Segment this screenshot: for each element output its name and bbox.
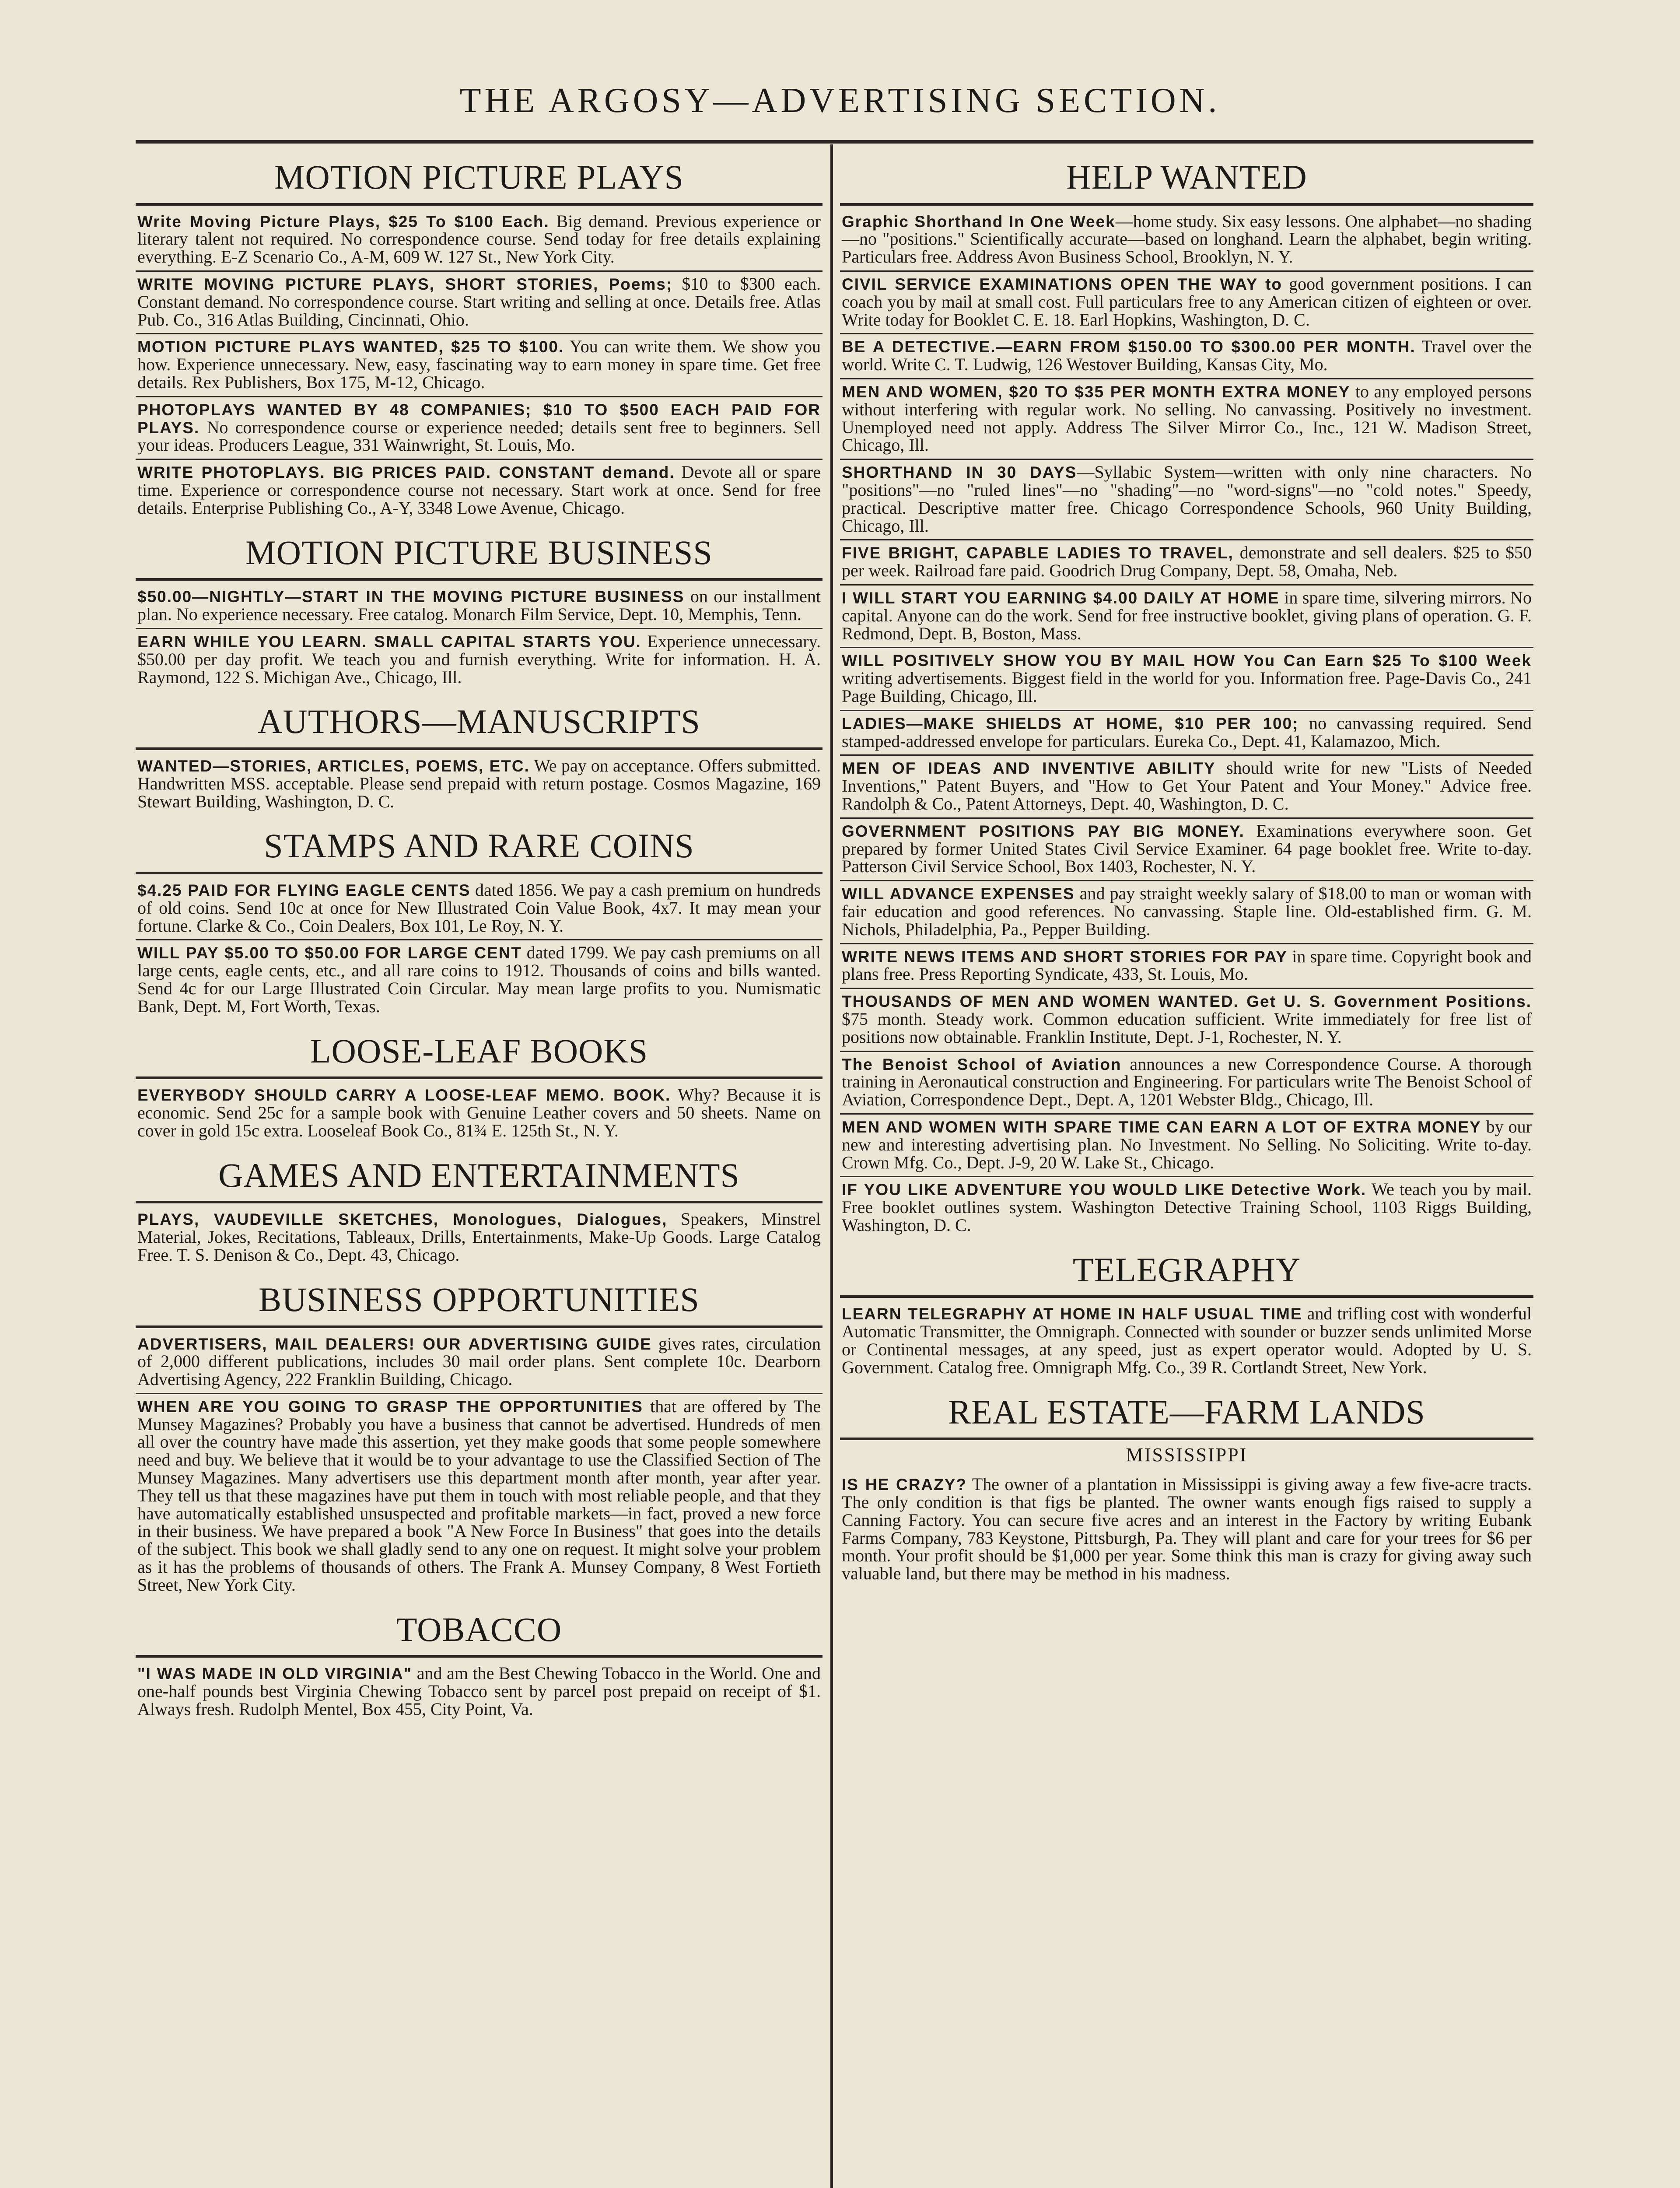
classified-ad: [136, 754, 822, 815]
ad-lead: EVERYBODY SHOULD CARRY A LOOSE-LEAF MEMO. BOOK.: [137, 1086, 671, 1105]
ad-lead: PLAYS, VAUDEVILLE SKETCHES, Monologues, Dialogues,: [137, 1210, 668, 1229]
ad-lead: EARN WHILE YOU LEARN. SMALL CAPITAL STARTS YOU.: [137, 632, 641, 651]
classified-ad: [136, 1207, 822, 1268]
ad-lead: I WILL START YOU EARNING $4.00 DAILY AT HOME: [842, 589, 1280, 607]
classified-ad: [840, 944, 1533, 989]
classified-ad: [136, 209, 822, 272]
ad-lead: SHORTHAND IN 30 DAYS: [842, 463, 1077, 482]
section-authors-manuscripts: [136, 702, 822, 815]
ad-lead: WHEN ARE YOU GOING TO GRASP THE OPPORTUNITIES: [137, 1397, 643, 1416]
classified-ad: [136, 460, 822, 521]
ad-text: announces a new Correspondence Course. A thorough training in Aeronautical construction and Engineering. For particulars write The Benoist School of Aviation, Correspondence Dept., Dept. A, 1201 Webster Bldg., Chicago, Ill.: [842, 1054, 1532, 1110]
section-motion-picture-plays: [136, 158, 822, 522]
classified-ad: [840, 1301, 1533, 1381]
section-title: TOBACCO: [136, 1610, 822, 1658]
classified-ad: [840, 711, 1533, 756]
ad-lead: BE A DETECTIVE.—EARN FROM $150.00 TO $300.00 PER MONTH.: [842, 338, 1416, 356]
ad-lead: THOUSANDS OF MEN AND WOMEN WANTED. Get U. S. Government Positions.: [842, 992, 1532, 1011]
ad-lead: "I WAS MADE IN OLD VIRGINIA": [137, 1665, 413, 1683]
ad-lead: WILL PAY $5.00 TO $50.00 FOR LARGE CENT: [137, 944, 522, 962]
ad-text: and trifling cost with wonderful Automatic Transmitter, the Omnigraph. Connected with sounder or buzzer sends unlimited Morse or Continental messages, at any speed, just as expert operator would. Adopted by U. S. Government. Catalog free. Omnigraph Mfg. Co., 39 R. Cortlandt Street, New York.: [842, 1304, 1532, 1377]
ad-lead: MEN OF IDEAS AND INVENTIVE ABILITY: [842, 759, 1216, 778]
ad-lead: WRITE MOVING PICTURE PLAYS, SHORT STORIES, Poems;: [137, 275, 673, 294]
ad-text: We teach you by mail. Free booklet outlines system. Washington Detective Training School, 1103 Riggs Building, Washington, D. C.: [842, 1179, 1532, 1235]
classified-ad: [136, 940, 822, 1020]
ad-text: by our new and interesting advertising plan. No Investment. No Selling. No Soliciting. Write to-day. Crown Mfg. Co., Dept. J-9, 20 W. Lake St., Chicago.: [842, 1116, 1532, 1172]
section-title: REAL ESTATE—FARM LANDS: [840, 1392, 1533, 1441]
classified-ad: [840, 272, 1533, 334]
ad-lead: $4.25 PAID FOR FLYING EAGLE CENTS: [137, 881, 471, 900]
ad-text: $10 to $300 each. Constant demand. No correspondence course. Start writing and selling at once. Details free. Atlas Pub. Co., 316 Atlas Building, Cincinnati, Ohio.: [137, 274, 821, 330]
ad-text: and pay straight weekly salary of $18.00 to man or woman with fair education and good references. No canvassing. Staple line. Old-established firm. G. M. Nichols, Philadelphia, Pa., Pepper Building.: [842, 884, 1532, 939]
right-column: [840, 144, 1533, 2188]
ad-lead: PHOTOPLAYS WANTED BY 48 COMPANIES; $10 TO $500 EACH PAID FOR PLAYS.: [137, 400, 821, 437]
section-title: GAMES AND ENTERTAINMENTS: [136, 1156, 822, 1204]
classified-ad: [136, 629, 822, 691]
section-title: HELP WANTED: [840, 158, 1533, 206]
ad-lead: CIVIL SERVICE EXAMINATIONS OPEN THE WAY to: [842, 275, 1283, 294]
classified-ad: [840, 881, 1533, 944]
ad-lead: MEN AND WOMEN WITH SPARE TIME CAN EARN A LOT OF EXTRA MONEY: [842, 1118, 1481, 1136]
ad-text: Why? Because it is economic. Send 25c for a sample book with Genuine Leather covers and 50 sheets. Name on cover in gold 15c extra. Looseleaf Book Co., 81¾ E. 125th St., N. Y.: [137, 1085, 821, 1140]
ad-lead: $50.00—NIGHTLY—START IN THE MOVING PICTURE BUSINESS: [137, 588, 685, 606]
classified-ad: [840, 648, 1533, 711]
ad-lead: FIVE BRIGHT, CAPABLE LADIES TO TRAVEL,: [842, 544, 1234, 562]
ad-text: good government positions. I can coach you by mail at small cost. Full particulars free to any American citizen of eighteen or over. Write today for Booklet C. E. 18. Earl Hopkins, Washington, D. C.: [842, 274, 1532, 330]
section-title: MOTION PICTURE BUSINESS: [136, 533, 822, 581]
ad-text: Examinations everywhere soon. Get prepared by former United States Civil Service Examiner. 64 page booklet free. Write to-day. Patterson Civil Service School, Box 1403, Rochester, N. Y.: [842, 820, 1532, 877]
classified-ad: [136, 1332, 822, 1394]
ad-lead: GOVERNMENT POSITIONS PAY BIG MONEY.: [842, 822, 1245, 840]
section-telegraphy: [840, 1250, 1533, 1381]
ad-text: The owner of a plantation in Mississippi is giving away a few five-acre tracts. The only condition is that figs be planted. The owner wants enough figs raised to supply a Canning Factory. You can secure five acres and an interest in the Factory by writing Eubank Farms Company, 783 Keystone, Pittsburgh, Pa. They will plant and care for your trees for $6 per month. Your profit should be $1,000 per year. Some think this man is crazy for giving away such valuable land, but there may be method in his madness.: [842, 1474, 1532, 1584]
classified-ad: [840, 819, 1533, 881]
section-games-and-entertainments: [136, 1156, 822, 1269]
section-stamps-and-rare-coins: [136, 826, 822, 1020]
ad-lead: WANTED—STORIES, ARTICLES, POEMS, ETC.: [137, 757, 530, 775]
classified-ad: [136, 334, 822, 397]
ad-text: You can write them. We show you how. Experience unnecessary. New, easy, fascinating way to earn money in spare time. Get free details. Rex Publishers, Box 175, M-12, Chicago.: [137, 337, 821, 393]
classified-ad: [136, 397, 822, 460]
ad-text: should write for new "Lists of Needed Inventions," Patent Buyers, and "How to Get Your Patent and Your Money." Advice free. Randolph & Co., Patent Attorneys, Dept. 40, Washington, D. C.: [842, 758, 1532, 813]
classified-ad: [840, 379, 1533, 460]
ad-text: Experience unnecessary. $50.00 per day profit. We teach you and furnish everything. Write for information. H. A. Raymond, 122 S. Michigan Ave., Chicago, Ill.: [137, 631, 821, 687]
ad-lead: ADVERTISERS, MAIL DEALERS! OUR ADVERTISING GUIDE: [137, 1335, 652, 1353]
classified-ad: [136, 1083, 822, 1144]
classified-ad: [840, 1472, 1533, 1587]
classified-ad: [840, 1052, 1533, 1115]
ad-lead: LADIES—MAKE SHIELDS AT HOME, $10 PER 100;: [842, 714, 1299, 733]
section-subtitle: MISSISSIPPI: [1126, 1444, 1248, 1466]
classified-ad: [840, 756, 1533, 818]
classified-ad: [840, 1177, 1533, 1238]
ad-text: —Syllabic System—written with only nine characters. No "positions"—no "ruled lines"—no "shading"—no "word-signs"—no "cold notes." Speedy, practical. Descriptive matter free. Chicago Correspondence Schools, 960 Unity Building, Chicago, Ill.: [842, 462, 1532, 536]
ad-text: on our installment plan. No experience necessary. Free catalog. Monarch Film Service, Dept. 10, Memphis, Tenn.: [137, 586, 821, 624]
ad-text: writing advertisements. Biggest field in the world for you. Information free. Page-Davis Co., 241 Page Building, Chicago, Ill.: [842, 668, 1532, 706]
ad-lead: Write Moving Picture Plays, $25 To $100 Each.: [137, 212, 550, 231]
ad-lead: IF YOU LIKE ADVENTURE YOU WOULD LIKE Detective Work.: [842, 1181, 1367, 1199]
section-motion-picture-business: [136, 533, 822, 691]
ad-text: in spare time, silvering mirrors. No capital. Anyone can do the work. Send for free instructive booklet, giving plans of operation. G. F. Redmond, Dept. B, Boston, Mass.: [842, 588, 1532, 643]
classified-ad: [136, 584, 822, 629]
ad-lead: WRITE NEWS ITEMS AND SHORT STORIES FOR PAY: [842, 947, 1288, 966]
ad-text: and am the Best Chewing Tobacco in the World. One and one-half pounds best Virginia Chewing Tobacco sent by parcel post prepaid on receipt of $1. Always fresh. Rudolph Mentel, Box 455, City Point, Va.: [137, 1663, 821, 1719]
classified-ad: [136, 878, 822, 940]
ad-lead: WRITE PHOTOPLAYS. BIG PRICES PAID. CONSTANT demand.: [137, 463, 675, 482]
section-business-opportunities: [136, 1280, 822, 1599]
ad-lead: Graphic Shorthand In One Week: [842, 212, 1116, 231]
section-title: MOTION PICTURE PLAYS: [136, 158, 822, 206]
ad-text: to any employed persons without interfering with regular work. No selling. No canvassing. Positively no investment. Unemployed need not apply. Address The Silver Mirror Co., Inc., 121 W. Madison Street, Chicago, Ill.: [842, 382, 1532, 455]
classified-ad: [136, 1661, 822, 1722]
ad-text: in spare time. Copyright book and plans free. Press Reporting Syndicate, 433, St. Louis, Mo.: [842, 946, 1532, 984]
classified-ad: [840, 1115, 1533, 1177]
ad-lead: IS HE CRAZY?: [842, 1476, 967, 1494]
page-header: THE ARGOSY—ADVERTISING SECTION.: [459, 81, 1221, 120]
ad-text: that are offered by The Munsey Magazines? Probably you have a business that cannot be advertised. Hundreds of men all over the country have made this assertion, yet they make goods that some people somewhere need and buy. We believe that it would be to your advantage to use the Classified Section of The Munsey Magazines. Many advertisers use this department month after month, year after year. They tell us that these magazines have put them in touch with most reliable people, and that they have automatically established unsuspected and profitable markets—in fact, proved a new force in their business. We have prepared a book "A New Force In Business" that goes into the details of the subject. This book we shall gladly send to any one on request. It might solve your problem as it has the problems of thousands of others. The Frank A. Munsey Company, 8 West Fortieth Street, New York City.: [137, 1396, 821, 1595]
left-column: [136, 144, 822, 2188]
ad-text: Travel over the world. Write C. T. Ludwig, 126 Westover Building, Kansas City, Mo.: [842, 337, 1532, 375]
ad-text: demonstrate and sell dealers. $25 to $50 per week. Railroad fare paid. Goodrich Drug Company, Dept. 58, Omaha, Neb.: [842, 543, 1532, 581]
ad-lead: The Benoist School of Aviation: [842, 1055, 1122, 1073]
classified-ad: [840, 586, 1533, 648]
top-rule: [136, 140, 1533, 144]
section-title: AUTHORS—MANUSCRIPTS: [136, 702, 822, 750]
section-title: TELEGRAPHY: [840, 1250, 1533, 1298]
ad-lead: WILL ADVANCE EXPENSES: [842, 885, 1075, 903]
classified-ad: [840, 460, 1533, 540]
ad-text: We pay on acceptance. Offers submitted. Handwritten MSS. acceptable. Please send prepaid with return postage. Cosmos Magazine, 169 Stewart Building, Washington, D. C.: [137, 756, 821, 811]
classified-ad: [840, 209, 1533, 272]
ad-text: No correspondence course or experience needed; details sent free to beginners. Sell your ideas. Producers League, 331 Wainwright, St. Louis, Mo.: [137, 417, 821, 455]
section-loose-leaf-books: [136, 1031, 822, 1144]
ad-text: Big demand. Previous experience or literary talent not required. No correspondence course. Send today for free details explaining everything. E-Z Scenario Co., A-M, 609 W. 127 St., New York City.: [137, 211, 821, 267]
section-title: BUSINESS OPPORTUNITIES: [136, 1280, 822, 1328]
section-title: STAMPS AND RARE COINS: [136, 826, 822, 874]
ad-text: dated 1856. We pay a cash premium on hundreds of old coins. Send 10c at once for New Illustrated Coin Value Book, 4x7. It may mean your fortune. Clarke & Co., Coin Dealers, Box 101, Le Roy, N. Y.: [137, 880, 821, 936]
section-help-wanted: [840, 158, 1533, 1239]
ad-lead: MEN AND WOMEN, $20 TO $35 PER MONTH EXTRA MONEY: [842, 383, 1351, 401]
column-divider: [830, 144, 833, 2188]
ad-text: —home study. Six easy lessons. One alphabet—no shading—no "positions." Scientifically accurate—based on longhand. Learn the alphabet, begin writing. Particulars free. Address Avon Business School, Brooklyn, N. Y.: [842, 211, 1532, 267]
ad-text: dated 1799. We pay cash premiums on all large cents, eagle cents, etc., and all rare coins to 1912. Thousands of coins and bills wanted. Send 4c for our Large Illustrated Coin Circular. May mean large profits to you. Numismatic Bank, Dept. M, Fort Worth, Texas.: [137, 943, 821, 1016]
classified-ad: [136, 1394, 822, 1599]
ad-text: Speakers, Minstrel Material, Jokes, Recitations, Tableaux, Drills, Entertainments, Make-Up Goods. Large Catalog Free. T. S. Denison & Co., Dept. 43, Chicago.: [137, 1209, 821, 1265]
classified-ad: [840, 540, 1533, 586]
classified-ad: [136, 272, 822, 334]
ad-text: Devote all or spare time. Experience or correspondence course not necessary. Start work at once. Send for free details. Enterprise Publishing Co., A-Y, 3348 Lowe Avenue, Chicago.: [137, 462, 821, 518]
ad-lead: MOTION PICTURE PLAYS WANTED, $25 TO $100.: [137, 338, 564, 356]
classified-ad: [840, 989, 1533, 1052]
ad-lead: LEARN TELEGRAPHY AT HOME IN HALF USUAL TIME: [842, 1305, 1302, 1323]
section-real-estate-farm-lands: [840, 1392, 1533, 1587]
ad-text: no canvassing required. Send stamped-addressed envelope for particulars. Eureka Co., Dept. 41, Kalamazoo, Mich.: [842, 713, 1532, 751]
section-tobacco: [136, 1610, 822, 1723]
ad-lead: WILL POSITIVELY SHOW YOU BY MAIL HOW You Can Earn $25 To $100 Week: [842, 652, 1532, 670]
section-title: LOOSE-LEAF BOOKS: [136, 1031, 822, 1080]
classified-ad: [840, 334, 1533, 379]
ad-text: $75 month. Steady work. Common education sufficient. Write immediately for free list of positions now obtainable. Franklin Institute, Dept. J-1, Rochester, N. Y.: [842, 1009, 1532, 1047]
ad-text: gives rates, circulation of 2,000 different publications, includes 30 mail order plans. Sent complete 10c. Dearborn Advertising Agency, 222 Franklin Building, Chicago.: [137, 1333, 821, 1389]
